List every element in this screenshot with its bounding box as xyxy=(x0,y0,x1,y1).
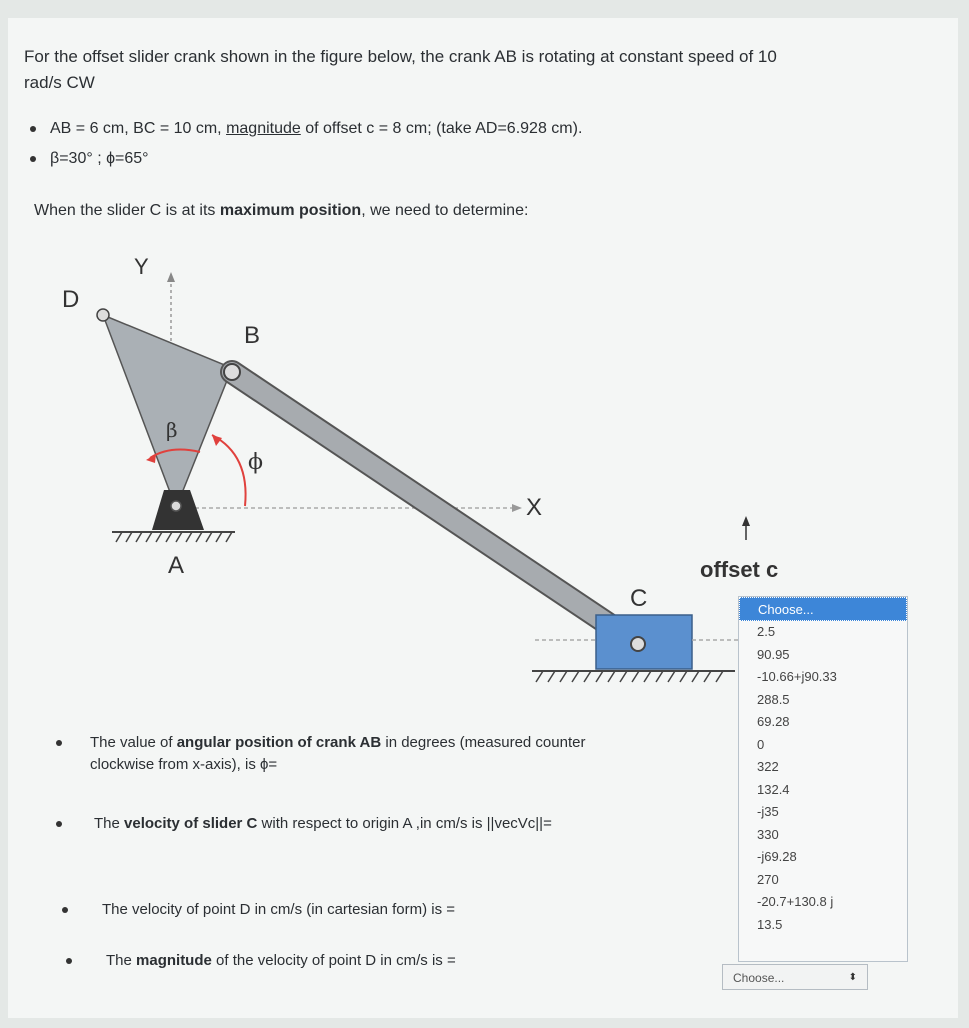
dropdown-option[interactable]: 13.5 xyxy=(757,916,783,932)
label-a: A xyxy=(168,552,185,579)
question-slider-velocity: The velocity of slider C with respect to origin A ,in cm/s is ||vecVc||= xyxy=(72,813,552,835)
dropdown-option[interactable]: 288.5 xyxy=(757,691,790,707)
dropdown-option[interactable]: 69.28 xyxy=(757,714,790,729)
dropdown-option[interactable]: 132.4 xyxy=(757,781,790,797)
given-bullet-2: β=30° ; ϕ=65° xyxy=(30,150,149,168)
x-axis-arrowhead xyxy=(512,504,522,512)
bullet-dot xyxy=(62,907,68,913)
dropdown-option[interactable]: -j35 xyxy=(757,804,779,819)
triangle-link-abd xyxy=(103,315,232,508)
label-phi: ϕ xyxy=(248,450,263,475)
label-d: D xyxy=(62,286,80,313)
answer-select-closed[interactable] xyxy=(722,964,868,990)
bullet-dot xyxy=(66,958,72,964)
joint-c xyxy=(631,637,645,651)
label-c: C xyxy=(630,585,648,612)
offset-arrowhead xyxy=(742,516,750,526)
chevron-updown-icon: ⬍ xyxy=(848,972,857,983)
pivot-a xyxy=(171,501,181,511)
dropdown-option[interactable]: 90.95 xyxy=(757,646,790,662)
dropdown-option[interactable]: 270 xyxy=(757,871,779,887)
question-magnitude-d: The magnitude of the velocity of point D in cm/s is = xyxy=(72,950,456,972)
label-x: X xyxy=(526,494,543,521)
dropdown-option[interactable]: -j69.28 xyxy=(757,849,797,864)
dropdown-option[interactable]: -10.66+j90.33 xyxy=(757,669,837,684)
select-label: Choose... xyxy=(733,971,785,985)
label-y: Y xyxy=(134,254,149,279)
dropdown-option[interactable]: 0 xyxy=(757,736,765,752)
label-b: B xyxy=(244,322,261,349)
question-angular-position: The value of angular position of crank AB in degrees (measured counter clockwise from x-axis), is ϕ= xyxy=(72,732,585,776)
y-axis-arrowhead xyxy=(167,272,175,282)
intro-line-2: rad/s CW xyxy=(24,73,95,92)
label-offset-c: offset c xyxy=(700,557,779,582)
joint-d xyxy=(97,309,109,321)
task-statement: When the slider C is at its maximum position, we need to determine: xyxy=(34,202,529,219)
intro-line-1: For the offset slider crank shown in the figure below, the crank AB is rotating at constant speed of 10 xyxy=(24,47,777,66)
given-bullet-1: AB = 6 cm, BC = 10 cm, magnitude of offset c = 8 cm; (take AD=6.928 cm). xyxy=(30,120,582,138)
bullet-dot xyxy=(56,821,62,827)
bullet-dot xyxy=(56,740,62,746)
dropdown-option[interactable]: 322 xyxy=(757,759,779,774)
phi-arc xyxy=(212,435,246,506)
joint-b xyxy=(224,364,240,380)
answer-dropdown-list[interactable] xyxy=(738,596,908,962)
label-beta: β xyxy=(166,418,178,442)
dropdown-option[interactable]: 2.5 xyxy=(757,624,776,639)
dropdown-option[interactable]: 330 xyxy=(757,826,779,842)
connecting-rod-bc xyxy=(232,372,638,644)
ground-a-hatch xyxy=(116,532,232,542)
question-velocity-d: The velocity of point D in cm/s (in cartesian form) is = xyxy=(72,899,455,921)
beta-arrowhead xyxy=(146,454,156,463)
dropdown-option[interactable]: -20.7+130.8 j xyxy=(757,894,834,909)
dropdown-selected-option[interactable]: Choose... xyxy=(739,597,907,621)
ground-slider-hatch xyxy=(536,671,723,682)
